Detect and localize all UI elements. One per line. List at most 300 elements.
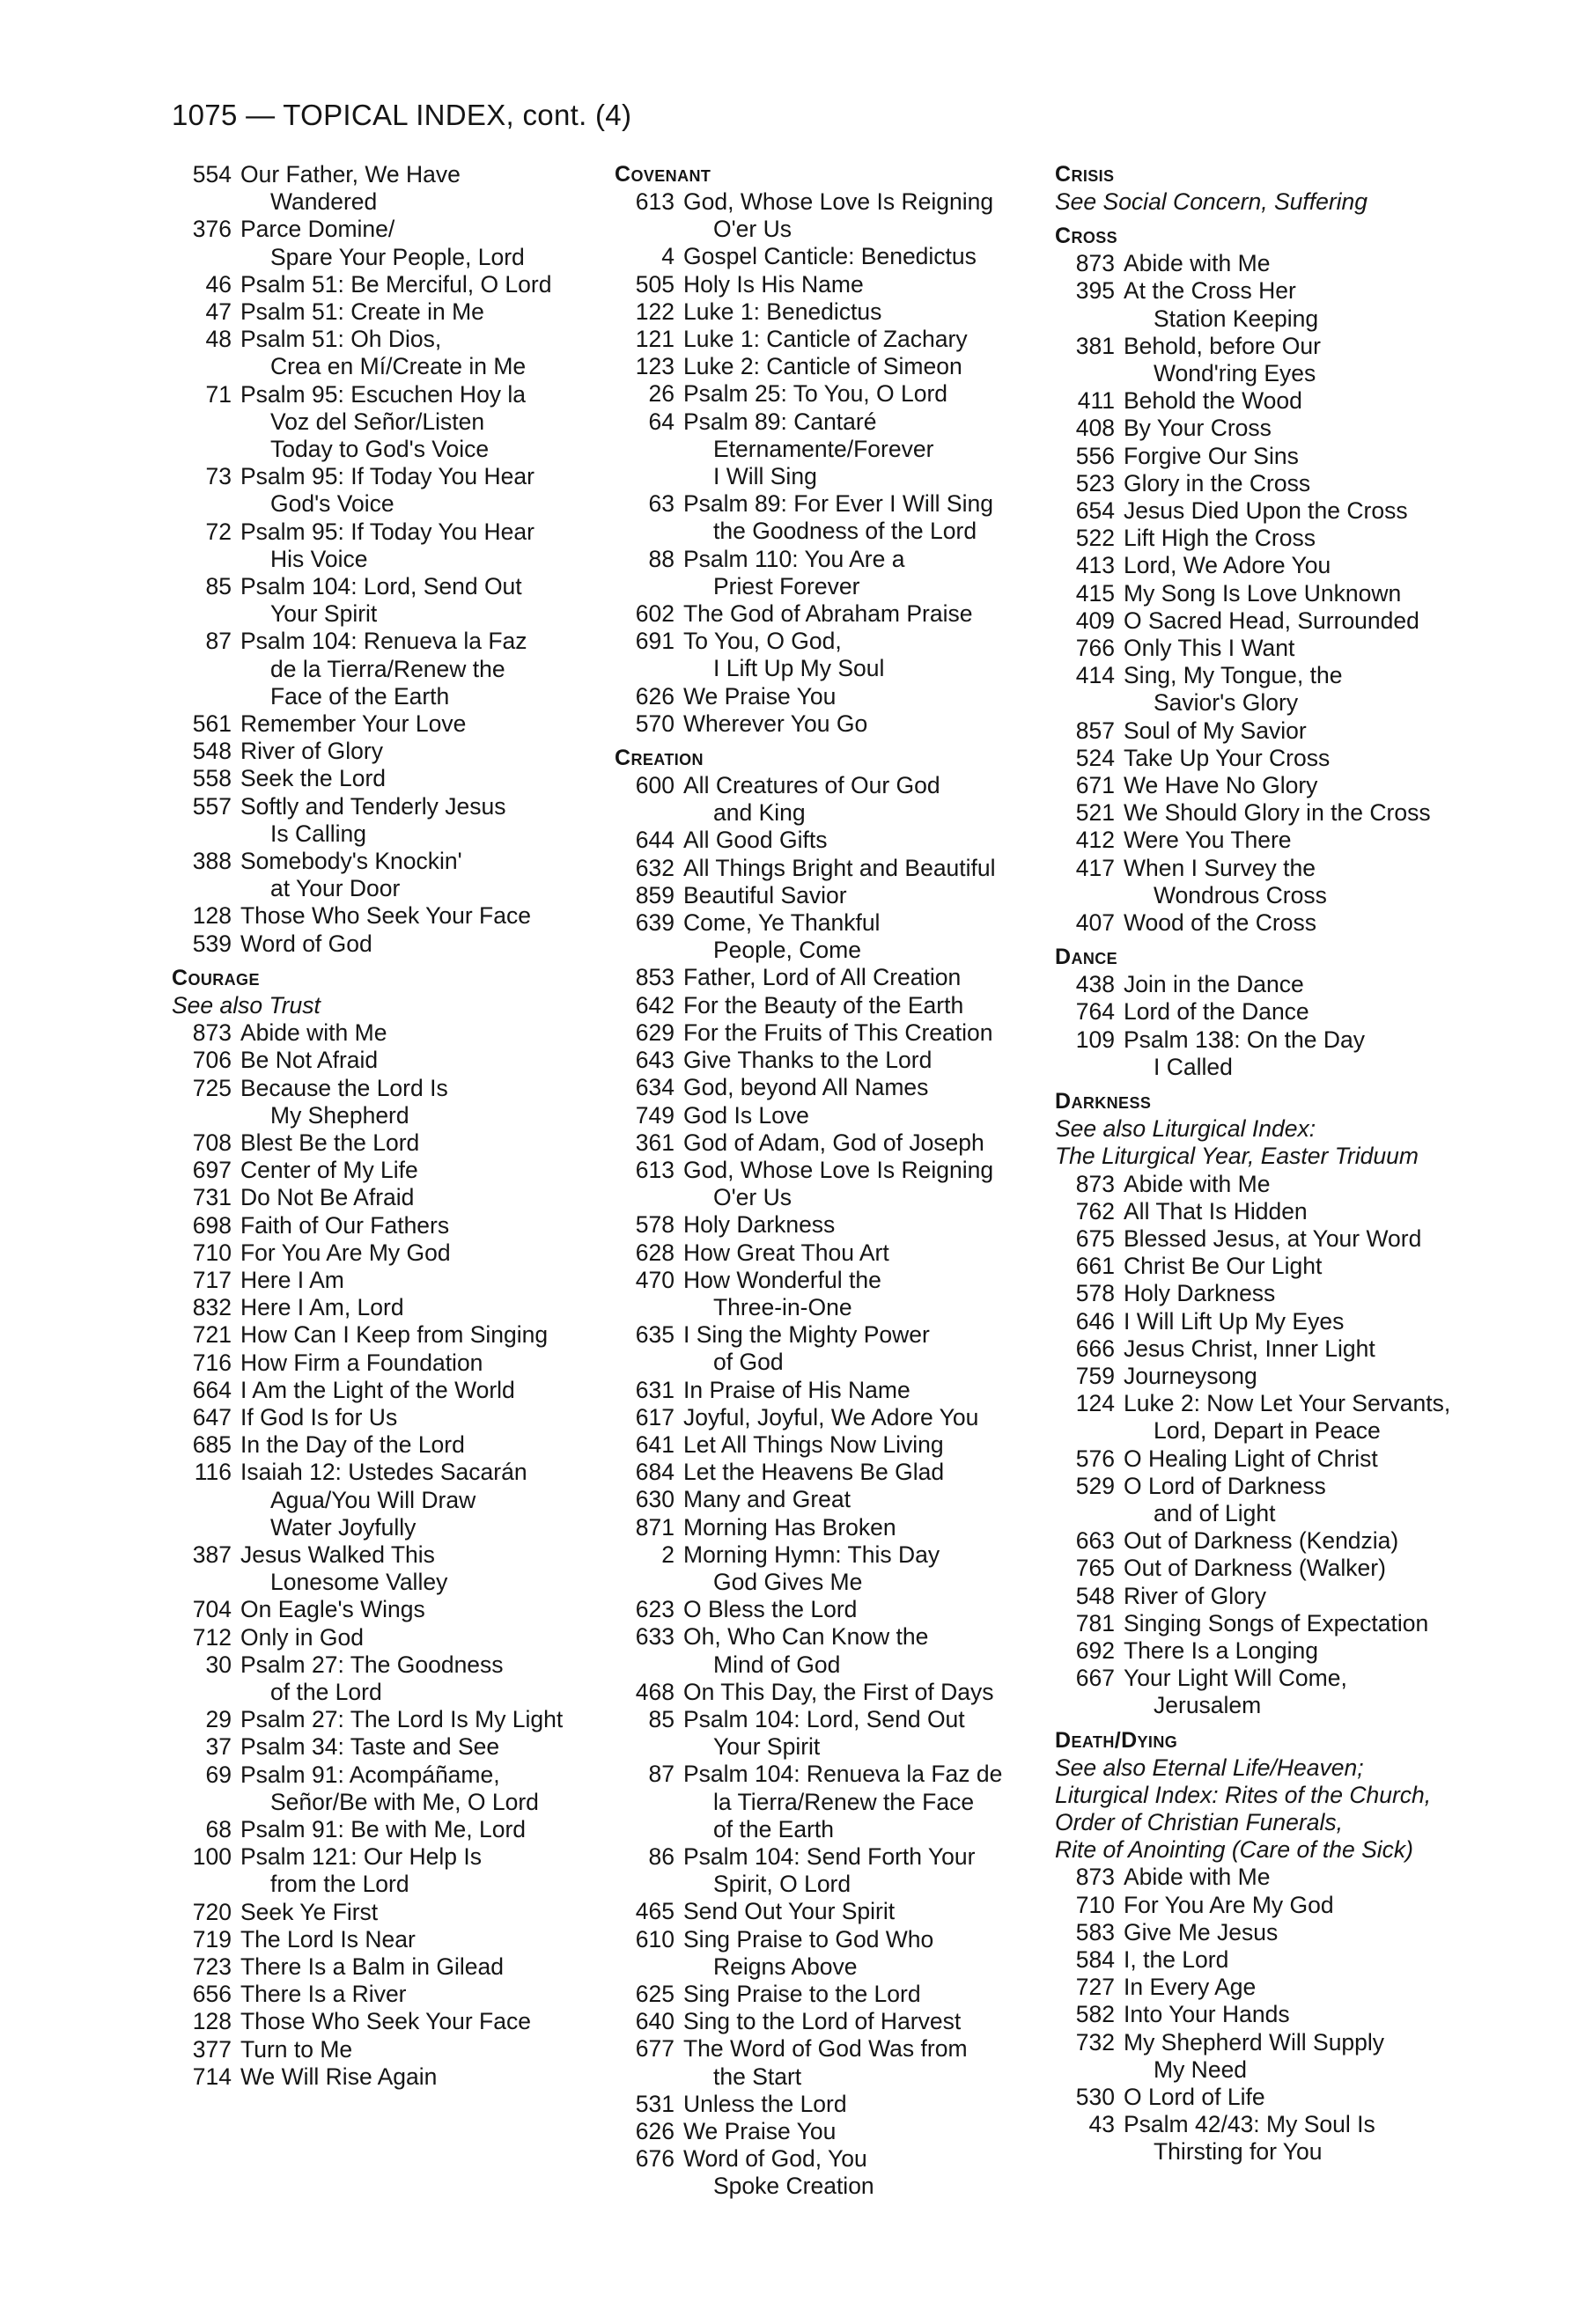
title-continuation: Face of the Earth xyxy=(270,682,450,710)
index-entry xyxy=(172,628,612,710)
index-entry xyxy=(1055,717,1495,745)
index-entry xyxy=(1055,2029,1495,2084)
title-line: Be Not Afraid xyxy=(240,1047,379,1074)
index-entry xyxy=(1055,2084,1495,2111)
index-entry xyxy=(615,271,1055,298)
title-continuation: I Lift Up My Soul xyxy=(713,655,885,682)
hymn-title xyxy=(240,216,612,270)
index-entry xyxy=(1055,1280,1495,1307)
hymn-number: 100 xyxy=(192,1843,232,1871)
index-entry xyxy=(615,1843,1055,1898)
hymn-title xyxy=(683,2145,1055,2200)
hymn-title xyxy=(240,326,612,380)
title-line: Those Who Seek Your Face xyxy=(240,2008,531,2035)
title-line: Psalm 89: Cantaré xyxy=(683,408,877,435)
title-continuation: Today to God's Voice xyxy=(270,436,490,463)
title-continuation: God's Voice xyxy=(270,490,394,518)
hymn-title xyxy=(683,1157,1055,1211)
hymn-number: 692 xyxy=(1075,1636,1115,1664)
index-entry xyxy=(172,161,612,216)
title-continuation: God Gives Me xyxy=(713,1568,863,1595)
hymn-title xyxy=(683,1431,1055,1459)
hymn-number: 530 xyxy=(1075,2084,1115,2110)
hymn-number: 720 xyxy=(192,1898,232,1925)
title-line: Holy Is His Name xyxy=(683,270,864,298)
index-entry xyxy=(172,1129,612,1157)
index-entry xyxy=(615,628,1055,682)
index-entry xyxy=(1055,1026,1495,1081)
hymn-title xyxy=(1124,1864,1495,1891)
title-line: Do Not Be Afraid xyxy=(240,1184,415,1211)
hymn-number: 698 xyxy=(192,1211,232,1239)
index-entry xyxy=(1055,1473,1495,1527)
hymn-title xyxy=(240,1926,612,1953)
hymn-number: 576 xyxy=(1075,1445,1115,1472)
hymn-number: 656 xyxy=(192,1981,232,2008)
hymn-title xyxy=(683,882,1055,909)
hymn-number: 409 xyxy=(1075,607,1115,634)
index-entry xyxy=(1055,1665,1495,1719)
hymn-number: 408 xyxy=(1075,415,1115,442)
index-entry xyxy=(1055,1610,1495,1637)
hymn-title xyxy=(683,490,1055,545)
hymn-number: 765 xyxy=(1075,1555,1115,1582)
hymn-title xyxy=(240,2008,612,2035)
hymn-number: 124 xyxy=(1075,1390,1115,1417)
title-line: Softly and Tenderly Jesus xyxy=(240,792,506,820)
index-entry xyxy=(615,827,1055,854)
title-line: Psalm 95: If Today You Hear xyxy=(240,463,534,490)
title-line: Abide with Me xyxy=(1124,1170,1271,1197)
hymn-number: 635 xyxy=(635,1321,675,1349)
title-line: Psalm 104: Renueva la Faz de xyxy=(683,1761,1003,1788)
index-entry xyxy=(615,1459,1055,1486)
hymn-number: 685 xyxy=(192,1431,232,1459)
index-entry xyxy=(172,1267,612,1294)
index-entry xyxy=(172,1321,612,1349)
title-continuation: I Called xyxy=(1154,1053,1233,1080)
title-continuation: Spirit, O Lord xyxy=(713,1871,851,1898)
section-heading: Courage xyxy=(172,965,260,990)
index-entry xyxy=(172,1047,612,1074)
index-entry xyxy=(615,1623,1055,1678)
title-line: Sing Praise to the Lord xyxy=(683,1981,921,2007)
hymn-title xyxy=(240,710,612,738)
hymn-title xyxy=(683,408,1055,491)
index-entry xyxy=(615,1102,1055,1129)
hymn-title xyxy=(240,1075,612,1129)
index-entry xyxy=(615,2008,1055,2035)
hymn-title xyxy=(1124,1026,1495,1081)
hymn-title xyxy=(683,1019,1055,1047)
hymn-title xyxy=(1124,1253,1495,1280)
index-entry xyxy=(1055,1225,1495,1253)
hymn-title xyxy=(683,243,1055,270)
hymn-title xyxy=(240,1431,612,1459)
hymn-number: 661 xyxy=(1075,1253,1115,1280)
hymn-title xyxy=(240,628,612,710)
index-entry xyxy=(1055,662,1495,717)
index-entry xyxy=(1055,2001,1495,2028)
title-line: In Every Age xyxy=(1124,1974,1257,2001)
hymn-number: 873 xyxy=(1075,250,1115,277)
title-continuation: the Goodness of the Lord xyxy=(713,518,977,545)
index-entry xyxy=(172,1596,612,1623)
hymn-title xyxy=(1124,2084,1495,2111)
index-entry xyxy=(172,1184,612,1211)
title-continuation: of the Earth xyxy=(713,1815,835,1842)
hymn-title xyxy=(683,2035,1055,2090)
hymn-title xyxy=(240,518,612,573)
index-column-3 xyxy=(1055,161,1495,2166)
hymn-title xyxy=(240,271,612,298)
index-entry xyxy=(172,2036,612,2063)
title-continuation: Mind of God xyxy=(713,1651,841,1678)
hymn-number: 554 xyxy=(192,161,232,188)
title-line: The God of Abraham Praise xyxy=(683,600,973,628)
hymn-number: 691 xyxy=(635,628,675,655)
cross-reference-note: Liturgical Index: Rites of the Church, xyxy=(1055,1781,1432,1808)
hymn-title xyxy=(683,1047,1055,1074)
hymn-title xyxy=(683,1679,1055,1706)
index-entry xyxy=(615,546,1055,600)
hymn-number: 873 xyxy=(192,1019,232,1047)
title-line: Wherever You Go xyxy=(683,710,868,737)
index-entry xyxy=(172,738,612,765)
title-line: Wood of the Cross xyxy=(1124,909,1316,937)
index-entry xyxy=(1055,497,1495,525)
hymn-title xyxy=(240,1377,612,1404)
hymn-title xyxy=(240,1129,612,1157)
hymn-number: 666 xyxy=(1075,1335,1115,1362)
title-line: For You Are My God xyxy=(240,1239,451,1266)
title-continuation: Agua/You Will Draw xyxy=(270,1486,476,1513)
hymn-number: 43 xyxy=(1088,2111,1115,2138)
hymn-title xyxy=(240,573,612,628)
index-entry xyxy=(615,188,1055,243)
title-line: All That Is Hidden xyxy=(1124,1197,1308,1225)
hymn-title xyxy=(240,1706,612,1733)
title-line: Soul of My Savior xyxy=(1124,717,1307,744)
hymn-number: 633 xyxy=(635,1623,675,1651)
title-continuation: Your Spirit xyxy=(270,600,378,628)
index-entry xyxy=(615,353,1055,380)
title-line: When I Survey the xyxy=(1124,854,1316,881)
title-line: Seek Ye First xyxy=(240,1898,379,1925)
hymn-title xyxy=(1124,745,1495,772)
hymn-number: 613 xyxy=(635,1156,675,1183)
hymn-number: 30 xyxy=(205,1651,232,1678)
hymn-title xyxy=(683,1459,1055,1486)
hymn-title xyxy=(683,909,1055,964)
hymn-title xyxy=(1124,1308,1495,1335)
section-heading: Darkness xyxy=(1055,1089,1152,1114)
title-continuation: de la Tierra/Renew the xyxy=(270,655,505,682)
hymn-title xyxy=(240,1184,612,1211)
hymn-title xyxy=(1124,827,1495,854)
title-line: Blessed Jesus, at Your Word xyxy=(1124,1225,1422,1252)
hymn-number: 634 xyxy=(635,1074,675,1101)
index-entry xyxy=(172,298,612,326)
index-entry xyxy=(172,573,612,628)
title-line: Abide with Me xyxy=(240,1019,387,1047)
hymn-title xyxy=(683,1321,1055,1376)
title-continuation: of God xyxy=(713,1349,784,1376)
title-line: God, beyond All Names xyxy=(683,1074,929,1101)
title-line: Isaiah 12: Ustedes Sacarán xyxy=(240,1459,527,1486)
title-line: Beautiful Savior xyxy=(683,881,847,908)
hymn-number: 584 xyxy=(1075,1945,1115,1973)
hymn-number: 68 xyxy=(205,1815,232,1842)
index-entry xyxy=(615,1074,1055,1101)
title-line: God of Adam, God of Joseph xyxy=(683,1129,984,1156)
title-line: For You Are My God xyxy=(1124,1891,1334,1918)
title-line: Psalm 89: For Ever I Will Sing xyxy=(683,490,993,518)
hymn-number: 706 xyxy=(192,1047,232,1074)
hymn-number: 128 xyxy=(192,2008,232,2035)
index-entry xyxy=(615,992,1055,1019)
index-entry xyxy=(615,1239,1055,1267)
title-line: There Is a Balm in Gilead xyxy=(240,1953,504,1980)
index-entry xyxy=(615,380,1055,408)
index-entry xyxy=(1055,1198,1495,1225)
title-line: Psalm 110: You Are a xyxy=(683,545,905,572)
title-line: Luke 2: Now Let Your Servants, xyxy=(1124,1390,1451,1417)
hymn-title xyxy=(1124,909,1495,937)
title-line: For the Fruits of This Creation xyxy=(683,1019,993,1046)
hymn-number: 723 xyxy=(192,1953,232,1980)
index-entry xyxy=(1055,443,1495,470)
hymn-number: 570 xyxy=(635,710,675,737)
hymn-number: 643 xyxy=(635,1047,675,1074)
hymn-number: 625 xyxy=(635,1981,675,2007)
hymn-number: 613 xyxy=(635,188,675,215)
hymn-title xyxy=(1124,855,1495,909)
index-entry xyxy=(615,408,1055,491)
title-line: I Am the Light of the World xyxy=(240,1376,515,1403)
hymn-number: 2 xyxy=(661,1541,675,1568)
title-line: Forgive Our Sins xyxy=(1124,442,1299,469)
index-entry xyxy=(615,1404,1055,1431)
index-entry xyxy=(1055,971,1495,998)
hymn-title xyxy=(1124,607,1495,635)
title-line: On This Day, the First of Days xyxy=(683,1678,994,1705)
hymn-number: 48 xyxy=(205,326,232,353)
hymn-number: 122 xyxy=(635,298,675,325)
title-line: Jesus Christ, Inner Light xyxy=(1124,1335,1375,1362)
hymn-number: 710 xyxy=(192,1239,232,1266)
hymn-title xyxy=(240,793,612,848)
title-line: Join in the Dance xyxy=(1124,971,1304,998)
hymn-number: 468 xyxy=(635,1678,675,1705)
title-line: Abide with Me xyxy=(1124,1864,1271,1891)
hymn-title xyxy=(1124,2001,1495,2028)
title-line: Our Father, We Have xyxy=(240,161,461,188)
index-entry xyxy=(172,1706,612,1733)
title-line: God Is Love xyxy=(683,1101,809,1129)
hymn-title xyxy=(240,1321,612,1349)
title-line: Psalm 95: If Today You Hear xyxy=(240,518,534,545)
hymn-number: 69 xyxy=(205,1761,232,1788)
hymn-number: 677 xyxy=(635,2035,675,2063)
hymn-number: 832 xyxy=(192,1294,232,1321)
hymn-number: 37 xyxy=(205,1733,232,1761)
title-line: Abide with Me xyxy=(1124,250,1271,277)
hymn-number: 641 xyxy=(635,1430,675,1458)
index-entry xyxy=(615,1514,1055,1541)
hymn-number: 640 xyxy=(635,2008,675,2035)
hymn-title xyxy=(1124,1390,1495,1445)
title-line: Psalm 104: Send Forth Your xyxy=(683,1842,976,1870)
title-continuation: People, Come xyxy=(713,937,861,964)
index-entry xyxy=(615,2091,1055,2118)
hymn-title xyxy=(683,1074,1055,1101)
hymn-number: 727 xyxy=(1075,1974,1115,2001)
hymn-number: 412 xyxy=(1075,827,1115,854)
index-entry xyxy=(1055,799,1495,827)
title-line: O Lord of Darkness xyxy=(1124,1472,1326,1499)
hymn-title xyxy=(683,1623,1055,1678)
hymn-number: 781 xyxy=(1075,1609,1115,1636)
title-line: Somebody's Knockin' xyxy=(240,848,462,875)
title-line: How Wonderful the xyxy=(683,1266,881,1293)
hymn-title xyxy=(240,1843,612,1898)
title-line: I, the Lord xyxy=(1124,1945,1229,1973)
hymn-title xyxy=(240,1541,612,1596)
hymn-number: 557 xyxy=(192,792,232,820)
title-line: Luke 1: Benedictus xyxy=(683,298,882,325)
section-heading: Dance xyxy=(1055,945,1118,970)
title-line: Give Thanks to the Lord xyxy=(683,1047,933,1074)
index-entry xyxy=(615,909,1055,964)
title-line: Unless the Lord xyxy=(683,2090,847,2117)
index-entry xyxy=(615,2145,1055,2200)
hymn-number: 47 xyxy=(205,298,232,326)
hymn-title xyxy=(683,1541,1055,1596)
hymn-number: 417 xyxy=(1075,854,1115,881)
title-continuation: of the Lord xyxy=(270,1678,382,1705)
title-line: Gospel Canticle: Benedictus xyxy=(683,243,977,270)
hymn-title xyxy=(683,1706,1055,1761)
hymn-title xyxy=(1124,1225,1495,1253)
hymn-title xyxy=(1124,1919,1495,1946)
hymn-number: 71 xyxy=(205,380,232,408)
index-entry xyxy=(172,1075,612,1129)
index-entry xyxy=(172,1019,612,1047)
hymn-title xyxy=(1124,1946,1495,1974)
index-entry xyxy=(172,1294,612,1321)
title-continuation: la Tierra/Renew the Face xyxy=(713,1788,975,1815)
index-entry xyxy=(1055,827,1495,854)
index-entry xyxy=(1055,1363,1495,1390)
index-column-1 xyxy=(172,161,612,2091)
hymn-title xyxy=(240,1294,612,1321)
hymn-title xyxy=(1124,1171,1495,1198)
hymn-number: 671 xyxy=(1075,772,1115,799)
title-continuation: from the Lord xyxy=(270,1871,409,1898)
index-entry xyxy=(172,1157,612,1184)
title-line: Psalm 95: Escuchen Hoy la xyxy=(240,380,527,408)
hymn-title xyxy=(683,2091,1055,2118)
title-line: Remember Your Love xyxy=(240,710,467,738)
hymn-number: 602 xyxy=(635,600,675,628)
hymn-title xyxy=(240,1761,612,1816)
title-continuation: My Shepherd xyxy=(270,1101,409,1129)
title-line: How Great Thou Art xyxy=(683,1239,889,1266)
hymn-number: 853 xyxy=(635,964,675,991)
index-entry xyxy=(172,1733,612,1761)
hymn-title xyxy=(683,271,1055,298)
title-line: Parce Domine/ xyxy=(240,216,395,243)
hymn-title xyxy=(683,1404,1055,1431)
index-entry xyxy=(1055,552,1495,579)
hymn-number: 583 xyxy=(1075,1918,1115,1945)
hymn-title xyxy=(683,1102,1055,1129)
hymn-title xyxy=(240,463,612,518)
title-line: O Sacred Head, Surrounded xyxy=(1124,607,1419,634)
hymn-title xyxy=(1124,2029,1495,2084)
index-entry xyxy=(172,216,612,270)
title-continuation: Crea en Mí/Create in Me xyxy=(270,353,527,380)
index-entry xyxy=(172,518,612,573)
hymn-title xyxy=(683,326,1055,353)
title-line: Center of My Life xyxy=(240,1157,418,1184)
title-line: Here I Am xyxy=(240,1266,344,1293)
hymn-number: 505 xyxy=(635,270,675,298)
hymn-number: 710 xyxy=(1075,1891,1115,1918)
hymn-title xyxy=(1124,799,1495,827)
title-continuation: Wandered xyxy=(270,188,378,216)
hymn-title xyxy=(240,1596,612,1623)
title-line: O Healing Light of Christ xyxy=(1124,1445,1378,1472)
index-entry xyxy=(1055,855,1495,909)
hymn-number: 407 xyxy=(1075,909,1115,937)
hymn-number: 697 xyxy=(192,1157,232,1184)
hymn-number: 684 xyxy=(635,1459,675,1486)
hymn-number: 388 xyxy=(192,848,232,875)
hymn-number: 558 xyxy=(192,765,232,792)
hymn-title xyxy=(683,1211,1055,1239)
title-continuation: at Your Door xyxy=(270,875,401,902)
hymn-title xyxy=(1124,415,1495,442)
hymn-number: 632 xyxy=(635,854,675,881)
hymn-number: 523 xyxy=(1075,469,1115,496)
hymn-number: 873 xyxy=(1075,1170,1115,1197)
hymn-title xyxy=(683,855,1055,882)
title-line: For the Beauty of the Earth xyxy=(683,991,964,1019)
hymn-title xyxy=(683,1843,1055,1898)
hymn-title xyxy=(1124,1363,1495,1390)
title-line: Turn to Me xyxy=(240,2035,353,2063)
hymn-number: 411 xyxy=(1077,387,1115,415)
hymn-number: 717 xyxy=(192,1266,232,1293)
index-entry xyxy=(172,2008,612,2035)
hymn-number: 529 xyxy=(1075,1472,1115,1499)
title-line: Holy Darkness xyxy=(683,1211,836,1239)
title-line: We Have No Glory xyxy=(1124,772,1318,799)
hymn-number: 85 xyxy=(205,573,232,600)
title-line: Sing to the Lord of Harvest xyxy=(683,2008,962,2035)
title-line: Seek the Lord xyxy=(240,765,387,792)
title-continuation: the Start xyxy=(713,2063,802,2090)
hymn-title xyxy=(240,1624,612,1651)
title-line: Psalm 51: Create in Me xyxy=(240,298,484,326)
hymn-title xyxy=(683,992,1055,1019)
hymn-number: 630 xyxy=(635,1486,675,1513)
hymn-title xyxy=(1124,1610,1495,1637)
index-entry xyxy=(172,710,612,738)
hymn-title xyxy=(240,1981,612,2008)
